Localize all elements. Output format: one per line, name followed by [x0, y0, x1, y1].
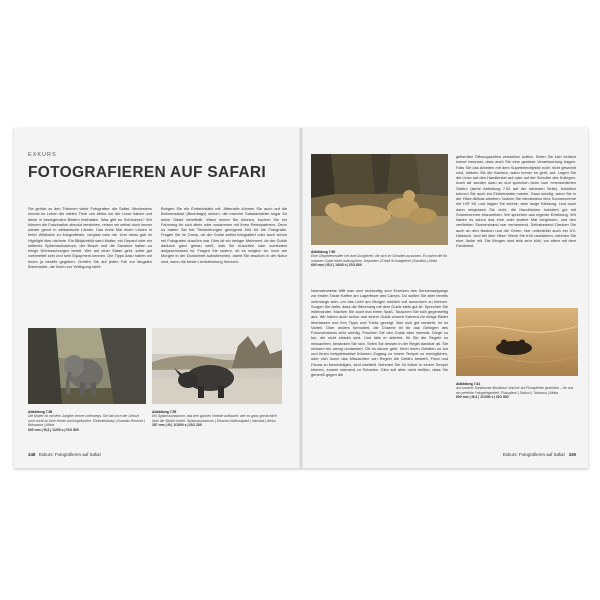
hippo-photo [456, 308, 578, 376]
left-page [14, 128, 301, 468]
caption-number: Abbildung 7.61 [456, 382, 481, 386]
right-footer [503, 452, 576, 457]
elephant-photo [28, 328, 146, 404]
page-title: FOTOGRAFIEREN AUF SAFARI [28, 164, 266, 181]
caption-exif: 600 mm | f6,3 | 1/1000 s | ISO 800 [456, 395, 509, 400]
caption-text: Eine Gepardenmutter mit zwei Jungtieren, die sich im Schatten ausruhen. Es waren die für unseren Guide leicht aufzuspüren. Geparden | Erindi Schutzgebiet | Namibia | Afrika [311, 254, 448, 263]
caption-7-60 [311, 250, 448, 268]
caption-7-61 [456, 382, 576, 400]
cheetah-photo [311, 154, 448, 245]
left-footer [28, 452, 101, 457]
caption-exif: 267 mm | f9 | 1/1000 s | ISO 200 [152, 423, 202, 428]
caption-text: Die Mutter ist mit dem Jungtier immer unterwegs. Sie hat noch der Geburt noch nicht zu ihrer Herde zurückgefunden. Elefantenbaby | Kwando-Reserve | Botswana | Afrika [28, 414, 146, 428]
caption-number: Abbildung 7.58 [28, 410, 53, 414]
body-column-3: Normalerweise trifft man sich rechtzeitig zum Ersetzen des Sonnenaufgangs zur ersten Tasse Kaffee am Lagerfeuer des Camps. Du sollten Sie aber bereits unterwegs sein, um das Licht am Morgen wirklich voll ausnutzen zu können. Sorgen Sie dafür, dass die Stimmung mit dem Guide stets gut ist. Sprechen Sie miteinander. Machen Sie auch mal einen Spaß. Tauschen Sie sich gegenseitig aus. Wir haben auch schon mal einem Guide unsere Kamera für einige Bilder überlassen und ihm Tipps und Tricks gezeigt. War sich gut versteht, ist im Vorteil. Oder anders formuliert, die Charme ist für das Gelingen des Fotovorhabens sehr wichtig. Puschen Sie den Guide aber niemals. Dinge zu tun, die nicht erlaubt sind. Und falls er ablehnt, für Sie die Regeln zu missachten, bedanken Sie sich. Seien Sie dessen in der Regel dankbar ab. Sie müssen ein wenig umdenken. Ob es darum geht, Ihren einen Gefallen zu tun und Ihnen beispielsweise früheren Zugang zu einem Tempel zu ermöglichen, oder sich durch das Missachten von Regeln die Gefahr besteht, Flora und Fauna zu beschädigen, sind zweiteilt. Nehmen Sie Ihr früher in einem Tempel können, kommt niemand zu Schaden. Dies soll aber nicht heißen, dass Sie generell gegen die [311, 288, 448, 377]
caption-exif: 600 mm | f5,3 | 1/200 s | ISO 800 [28, 427, 79, 432]
body-column-4: geltenden Öffnungszeiten verstoßen sollten. Seien Sie sich einfach immer bewusst, dass auch Sie eine gewisse Verantwortung tragen. Falls Sie das Arbeiten mit dem Superteleobjektiv noch nicht gewohnt sind, stützen Sie die Kamera, wann immer es geht, auf. Legen Sie die Linse auf den Handlenker auf oder auf der Schulter des Kollegen. Auch wir wurden dazu so und sprechen dann vom »menschlichen Stativ« (siehe Abbildung 7.62 auf der nächsten Seite). Natürlich können Sie auch ein Einbeinstativ nutzen. Ganz wichtig, wenn Sie in der Hitze Afrikas arbeiten: Nutzen Sie mindestens eine Sonnencreme mit LSF 50, und tragen Sie leichte, aber lange Kleidung. Und auch dann vergessen Sie nicht, die Handrücken trotzdem gut mit Sonnencreme einzureiben. Wir sprechen aus eigener Erfahrung. Wir haben es schon das eine oder andere Mal vergessen, und den verfärbten Sonnenbrand war verheerend. Selbstredend Denken Sie auch an den Nacken und die Ohren, hier unterstützt auch ein UV-Halstuch. Und bei aller Hitze: Wenn Sie früh rausfahren, nehmen Sie eine Jacke mit. Die Morgen sind teils sehr kühl, vor allem mit dem Fahrtwind. [456, 154, 576, 249]
caption-number: Abbildung 7.60 [311, 250, 336, 254]
caption-7-59 [152, 410, 282, 428]
page-number: 348 [28, 452, 36, 457]
caption-text: Auf unserer Sundowner-Bootstour sind wir auf Flusspferde gestoßen – für uns ein perfekte Fotogelegenheit. Flusspferd | Sinkuzi | Tansania | Afrika [456, 386, 574, 395]
caption-number: Abbildung 7.59 [152, 410, 177, 414]
body-column-1: Sie gehört zu den Träumen vieler Fotografen: die Safari. Mindestens einmal im Leben die wilden Tiere von Afrika vor der Linse haben und diese in bewegenden Bildern festhalten. Was gibt es Schöneres? Wir können die Faszination absolut verstehen, reisen wir selbst doch immer wieder gerne in afrikanische Länder. Das erste Mal einen Löwen in freier Wildbahn zu fotografieren, vergisst man nie. Und meist gab im Highlight dies nächste. Ein Bildjahrbild sand Mutter, ein Gepard oder ein seltenes Spitzmaulnashorn, der Busch und die Savanne halten so einige Überraschungen bereit. Wer auf einer Safari geht, sollte gut vorbereitet sein und sein Equipment kennen. Die Tipps dazu haben wir Ihnen ja bereits gegeben. Greifen Sie auf jeden Fall zur längsten Brennweite, die Ihnen zur Verfügung steht. [28, 206, 152, 269]
caption-text: Ein Spitzmaulnashorn, das den ganzen Vorteile auftaucht, weil es ganz gemächlich über die Straße trottet. Spitzmaulnashorn | Etoscha-Nationalpark | Namibia | Afrika [152, 414, 277, 423]
running-head: Exkurs: Fotografieren auf Safari [39, 452, 101, 457]
caption-exif: 600 mm | f5,3 | 1/640 s | ISO 800 [311, 263, 362, 268]
body-column-2: Bringen Sie ein Einbeinstativ mit. Alternativ können Sie auch auf die Bohnensäcke (Beanbags) setzen, die manche Safarianbieter sogar für seine Gäste bereithält. Wann immer Sie können, buchen Sie ein Fahrzeug für sich allein oder zusammen mit Ihren Reisepartnern. Denn so haben Sie bei Tiersichtungen genügend Zeit für die Fotografie. Fragen Sie im Camp, ob der Guide selbst fotografiert oder auch schon mit Fotografen draußen war. Dies ist ein riesiger Mehrwert, da der Guide dadurch ganz genau weiß, was Sie brauchen oder zumindest aufgeschlossen ist. Fragen Sie zudem, ob es möglich ist, noch am Morgen in der Dunkelheit aufzubrechen, damit Sie draußen in der Natur sind, wenn die beste Lichtstimmung herrscht. [161, 206, 287, 264]
right-page [301, 128, 588, 468]
page-number: 349 [568, 452, 576, 457]
running-head: Exkurs: Fotografieren auf Safari [503, 452, 565, 457]
section-tag: EXKURS [28, 152, 57, 158]
book-spread [14, 128, 588, 468]
rhino-photo [152, 328, 282, 404]
caption-7-58 [28, 410, 146, 432]
